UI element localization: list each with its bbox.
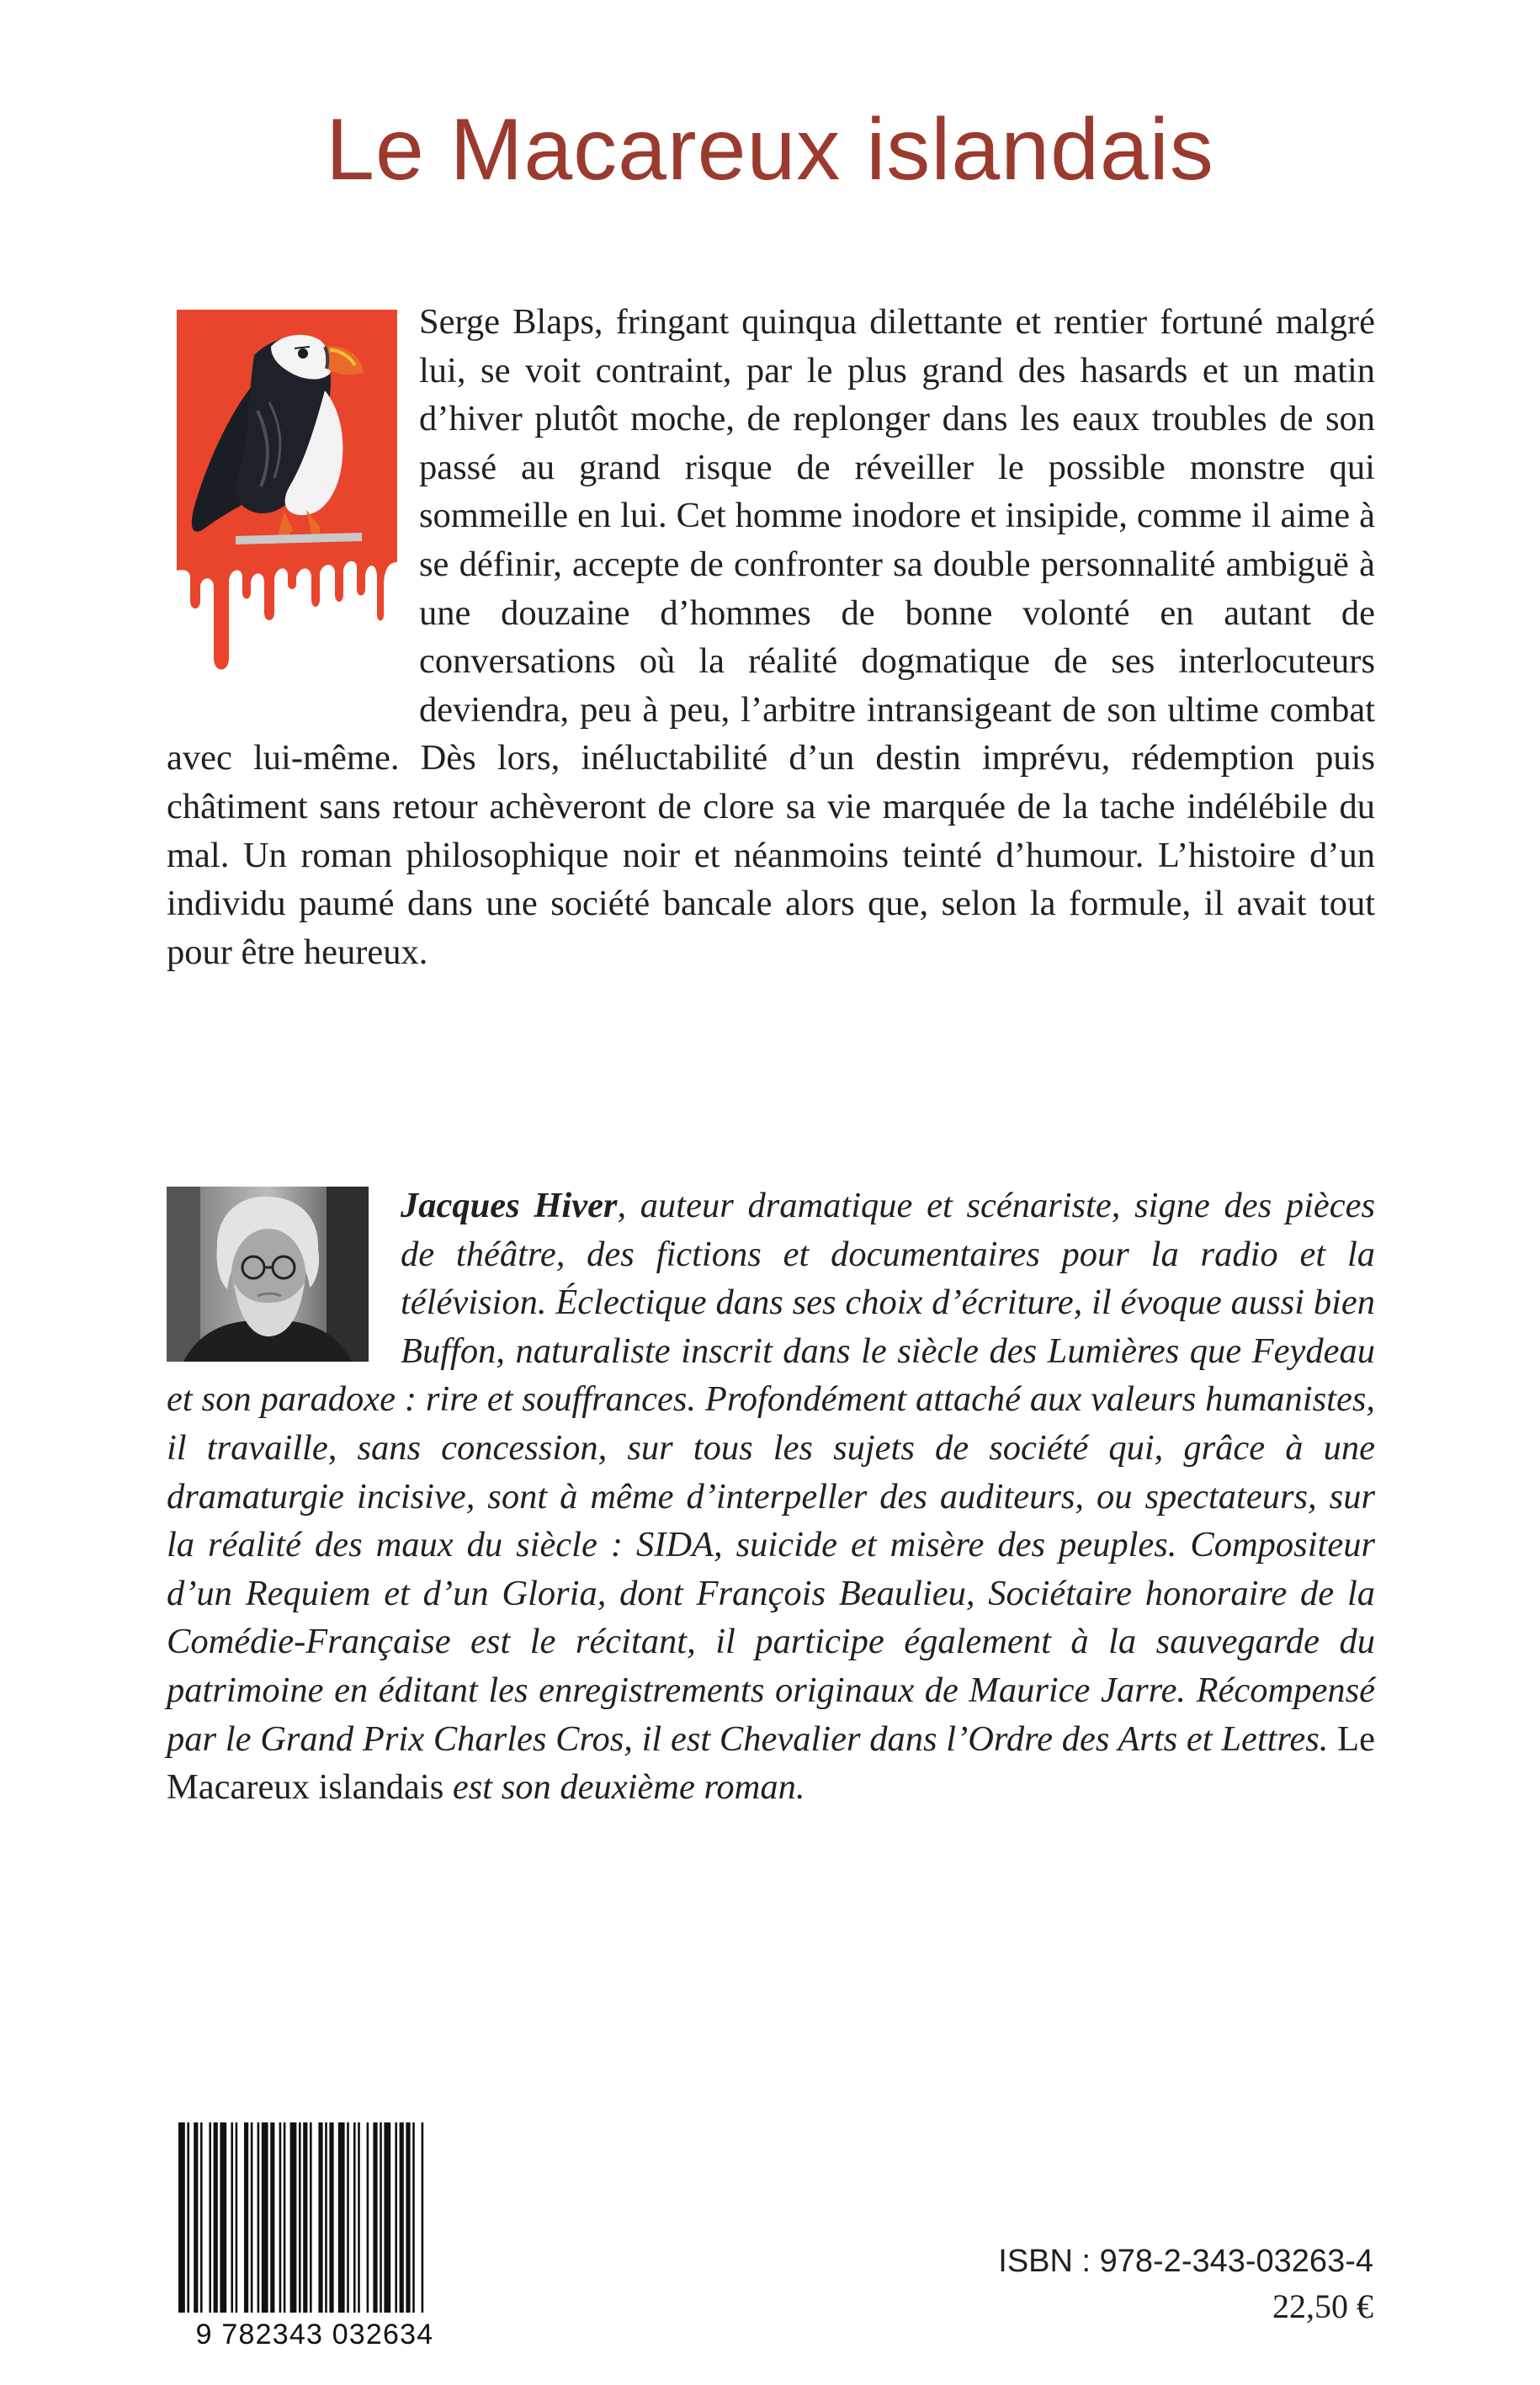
puffin-icon xyxy=(177,310,397,683)
author-bio-text-1: , auteur dramatique et scénariste, signe des pièces de théâtre, des fictions et documentaires pour la radio et la télévision. Éclectique dans ses choix d’écriture, il évoque aussi bien Buffon, naturaliste inscrit dans le siècle des Lumières que Feydeau et son paradoxe : rire et souffrances. Profondément attaché aux valeurs humanistes, il travaille, sans concession, sur tous les sujets de société qui, grâce à une dramaturgie incisive, sont à même d’interpeller des auditeurs, ou spectateurs, sur la réalité des maux du siècle : SIDA, suicide et misère des peuples. Compositeur d’un Requiem et d’un Gloria, dont François Beaulieu, Sociétaire honoraire de la Comédie-Française est le récitant, il participe également à la sauvegarde du patrimoine en éditant les enregistrements originaux de Maurice Jarre. Récompensé par le Grand Prix Charles Cros, il est Chevalier dans l’Ordre des Arts et Lettres. xyxy=(167,1186,1376,1759)
barcode-icon xyxy=(160,2116,471,2318)
author-photo xyxy=(167,1187,401,1367)
author-bio-book-title: Le Macareux islandais xyxy=(167,1718,1375,1808)
synopsis-text xyxy=(167,298,1375,976)
puffin-illustration xyxy=(167,310,419,695)
author-bio-text-2: est son deuxième roman. xyxy=(443,1767,805,1808)
isbn: ISBN : 978-2-343-03263-4 xyxy=(998,2244,1373,2279)
price: 22,50 € xyxy=(1272,2287,1373,2325)
author-name: Jacques Hiver xyxy=(401,1186,618,1225)
author-bio xyxy=(167,1182,1375,1812)
synopsis-body: Serge Blaps, fringant quinqua dilettante et rentier fortuné malgré lui, se voit contraint, par le plus grand des hasards et un matin d’hiver plutôt moche, de replonger dans les eaux troubles de son passé au grand risque de réveiller le possible monstre qui sommeille en lui. Cet homme inodore et insipide, comme il aime à se définir, accepte de confronter sa double personnalité ambiguë à une douzaine d’hommes de bonne volonté en autant de conversations où la réalité dogmatique de ses interlocuteurs deviendra, peu à peu, l’arbitre intransigeant de son ultime combat avec lui-même. Dès lors, inéluctabilité d’un destin imprévu, rédemption puis châtiment sans retour achèveront de clore sa vie marquée de la tache indélébile du mal. Un roman philosophique noir et néanmoins teinté d’humour. L’histoire d’un individu paumé dans une société bancale alors que, selon la formule, il avait tout pour être heureux. xyxy=(167,302,1375,972)
book-title: Le Macareux islandais xyxy=(326,101,1214,199)
author-portrait-icon xyxy=(167,1187,369,1362)
barcode-digits: 9 782343 032634 xyxy=(195,2319,434,2350)
barcode xyxy=(160,2116,471,2353)
